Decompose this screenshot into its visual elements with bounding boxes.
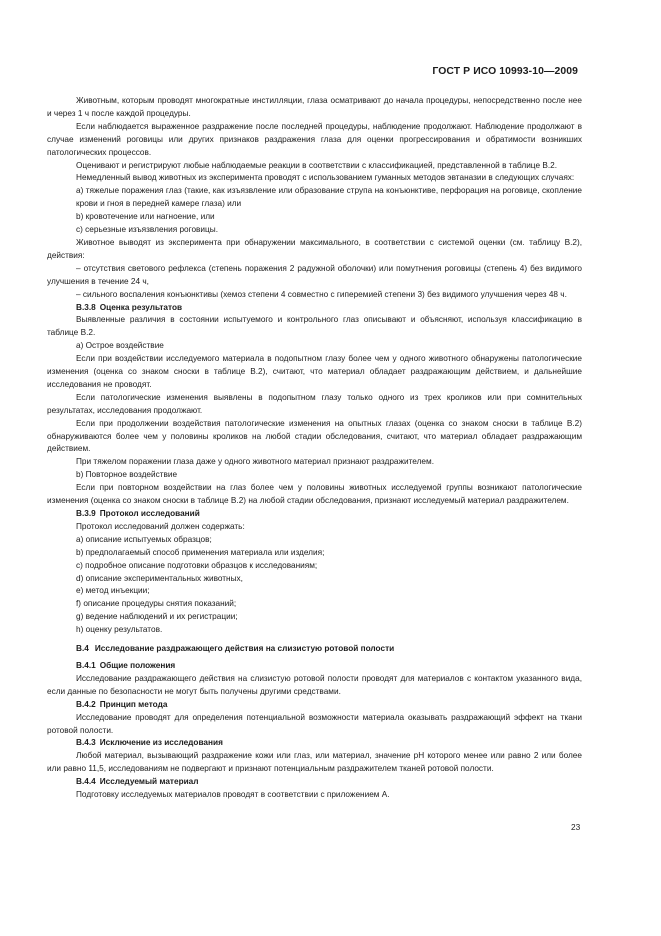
body-paragraph: – сильного воспаления конъюнктивы (хемоз степени 4 совместно с гиперемией степени 3) без видимого улучшения через 48 ч. [76,289,567,299]
body-paragraph: Животным, которым проводят многократные инстилляции, глаза осматривают до начала процедуры, непосредственно после нее и через 1 ч после каждой процедуры. [47,96,582,118]
heading-number: В.4.1 [76,660,96,670]
document-body [47,95,582,802]
heading-number: В.3.9 [76,509,96,518]
subsection-heading [47,508,582,521]
heading-title: Исключение из исследования [99,738,223,748]
section-heading [47,643,582,656]
subsection-heading [47,699,582,712]
heading-number: В.4 [76,644,89,654]
body-paragraph: Немедленный вывод животных из эксперимента проводят с использованием гуманных методов эвтаназии в следующих случаях: [76,173,575,183]
document-code-header: ГОСТ Р ИСО 10993-10—2009 [432,66,578,77]
list-item: b) Повторное воздействие [76,470,178,480]
list-item: f) описание процедуры снятия показаний; [76,599,237,609]
heading-number: В.3.8 [76,302,96,312]
page-number: 23 [571,822,581,832]
heading-number: В.4.3 [76,738,96,748]
body-paragraph: Если при воздействии исследуемого материала в подопытном глазу более чем у одного животного обнаружены патологические изменения (оценка со знаком сноски в таблице В.2), считают, что материал обладает раздражающим действием, и дальнейшие исследования не проводят. [47,354,582,389]
subsection-heading [47,302,582,315]
body-paragraph: При тяжелом поражении глаза даже у одного животного материал признают раздражителем. [76,457,434,467]
body-paragraph: Если при продолжении воздействия патологические изменения на опытных глазах (оценка со знаком сноски в таблице В.2) обнаруживаются более чем у половины кроликов на любой стадии обследования, считают, что материал обладает раздражающим действием. [47,418,582,454]
heading-title: Исследование раздражающего действия на слизистую ротовой полости [94,644,395,654]
subsection-heading [47,660,582,673]
body-paragraph: Подготовку исследуемых материалов проводят в соответствии с приложением А. [76,790,390,800]
list-item: а) описание испытуемых образцов; [76,534,212,544]
heading-number: В.4.2 [76,699,96,709]
list-item: d) описание экспериментальных животных, [76,573,243,583]
list-item: а) Острое воздействие [76,341,164,351]
subsection-heading [47,737,582,750]
list-item: b) предполагаемый способ применения материала или изделия; [76,547,325,557]
body-paragraph: Животное выводят из эксперимента при обнаружении максимального, в соответствии с системой оценки (см. таблицу В.2), действия: [47,237,582,260]
list-item: а) тяжелые поражения глаз (такие, как изъязвление или образование струпа на конъюнктиве, перфорация на роговице, скопление крови и гноя в передней камере глаза) или [76,186,582,209]
body-paragraph: Исследование проводят для определения потенциальной возможности материала оказывать раздражающий эффект на ткани ротовой полости. [47,712,582,735]
body-paragraph: Любой материал, вызывающий раздражение кожи или глаз, или материал, значение рН которого менее или равно 2 или более или равно 11,5, исследованиям не подвергают и признают потенциальным раздражителем тканей ротовой полости. [47,751,582,774]
body-paragraph: – отсутствия светового рефлекса (степень поражения 2 радужной оболочки) или помутнения роговицы (степень 4) без видимого улучшения в течение 24 ч, [47,263,582,286]
body-paragraph: Если патологические изменения выявлены в подопытном глазу только одного из трех кроликов или при сомнительных результатах, исследования продолжают. [47,392,582,415]
heading-number: В.4.4 [76,777,96,787]
subsection-heading [47,776,582,789]
list-item: с) подробное описание подготовки образцов к исследованиям; [76,560,318,570]
list-item: b) кровотечение или нагноение, или [76,212,215,222]
body-paragraph: Если при повторном воздействии на глаз более чем у половины животных исследуемой группы возникают патологические изменения (оценка со знаком сноски в таблице В.2) на любой стадии обследования, признают исследуемый материал раздражителем. [47,483,582,506]
list-item: h) оценку результатов. [76,625,163,635]
list-item: g) ведение наблюдений и их регистрации; [76,612,238,622]
body-paragraph: Если наблюдается выраженное раздражение после последней процедуры, наблюдение продолжают. Наблюдение продолжают в случае изменений роговицы или других признаков раздражения глаза для оценки прогрессирования и обратимости возникших патологических процессов. [47,121,582,157]
heading-title: Исследуемый материал [99,777,199,787]
heading-title: Оценка результатов [99,302,183,312]
body-paragraph: Оценивают и регистрируют любые наблюдаемые реакции в соответствии с классификацией, представленной в таблице В.2. [76,160,557,170]
body-paragraph: Выявленные различия в состоянии испытуемого и контрольного глаз описывают и объясняют, используя классификацию в таблице В.2. [47,315,582,338]
heading-title: Протокол исследований [99,509,200,518]
list-item: е) метод инъекции; [76,586,150,596]
body-paragraph: Исследование раздражающего действия на слизистую ротовой полости проводят для материалов с контактом указанного вида, если данные по безопасности не могут быть получены другими средствами. [47,673,582,696]
heading-title: Принцип метода [99,699,168,709]
heading-title: Общие положения [99,660,176,670]
body-paragraph: Протокол исследований должен содержать: [76,521,245,531]
list-item: с) серьезные изъязвления роговицы. [76,225,218,235]
